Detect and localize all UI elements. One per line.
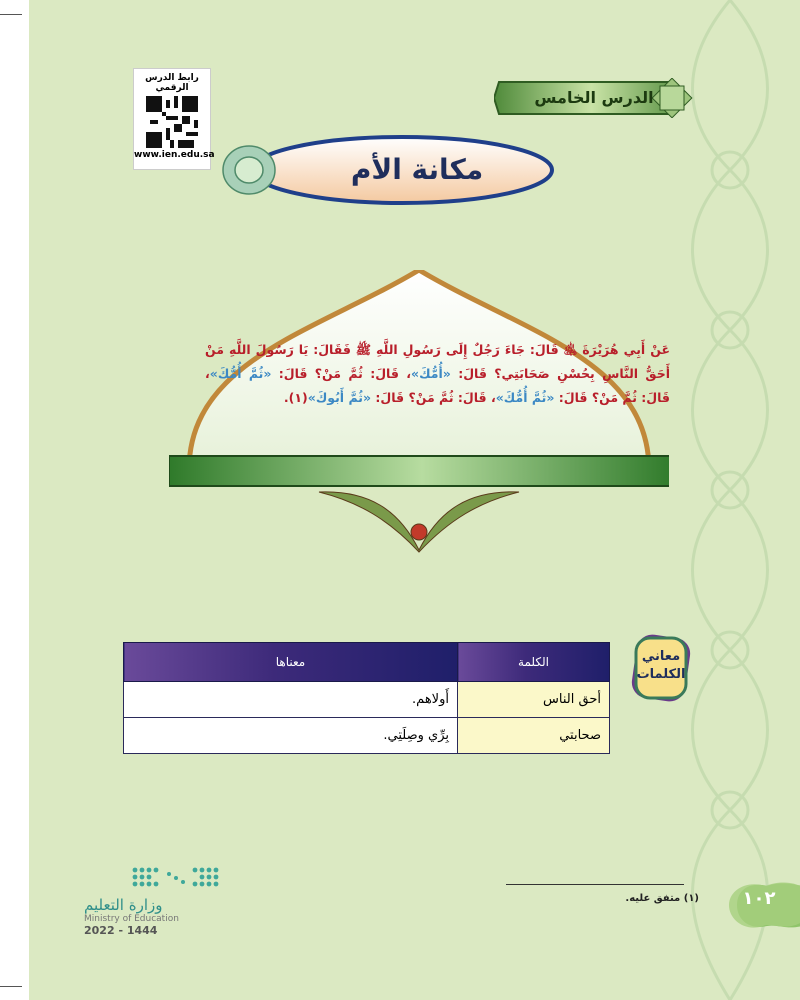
hadith-quote: «ثُمَّ أُمُّكَ» bbox=[209, 366, 272, 381]
crop-mark bbox=[0, 986, 22, 987]
vocab-table bbox=[123, 642, 610, 754]
textbook-page bbox=[29, 0, 800, 1000]
lesson-label: الدرس الخامس bbox=[534, 88, 654, 107]
word-cell: أحق الناس bbox=[458, 682, 610, 718]
table-header-meaning: معناها bbox=[124, 643, 458, 682]
hadith-quote: «ثُمَّ أَبُوكَ» bbox=[307, 390, 372, 405]
arabesque-pendant-icon bbox=[319, 492, 519, 552]
hadith-part: ، قَالَ: ثُمَّ مَنْ؟ قَالَ: bbox=[271, 366, 412, 381]
hadith-intro: عَنْ أَبِي هُرَيْرَةَ ﵁ قَالَ: جَاءَ رَجُلٌ إِلَى رَسُولِ اللَّهِ ﷺ فَقَالَ: يَا رَسُولَ اللَّهِ مَنْ أَحَقُّ النَّاسِ بِحُسْنِ صَحَابَتِي؟ قَالَ: bbox=[205, 342, 670, 381]
hadith-text bbox=[205, 338, 670, 410]
meaning-cell: أَولاهم. bbox=[124, 682, 458, 718]
table-header-word: الكلمة bbox=[458, 643, 610, 682]
table-row bbox=[124, 682, 610, 718]
ministry-dots-icon bbox=[129, 864, 229, 894]
ministry-name-en: Ministry of Education bbox=[84, 914, 179, 924]
hadith-part: ، قَالَ: ثُمَّ مَنْ؟ قَالَ: bbox=[371, 390, 496, 405]
footnote: (١) متفق عليه. bbox=[625, 893, 699, 904]
hadith-reference: (١). bbox=[283, 390, 308, 405]
hadith-panel bbox=[169, 270, 669, 560]
page-title: مكانة الأم bbox=[350, 153, 484, 186]
ministry-name-ar: وزارة التعليم bbox=[84, 896, 163, 914]
hadith-part: ، قَالَ: ثُمَّ مَنْ؟ قَالَ: bbox=[205, 366, 670, 405]
qr-code-card[interactable] bbox=[133, 68, 215, 170]
qr-code-icon bbox=[146, 96, 198, 148]
arabesque-ornament bbox=[660, 0, 800, 1000]
floral-ornament-icon bbox=[223, 146, 275, 194]
page-number: ١٠٢ bbox=[742, 888, 776, 909]
word-cell: صحابتي bbox=[458, 718, 610, 754]
badge-line: معاني bbox=[641, 649, 681, 664]
table-row bbox=[124, 718, 610, 754]
ministry-year: 2022 - 1444 bbox=[84, 924, 158, 937]
footnote-divider bbox=[506, 884, 684, 885]
vocab-badge-label bbox=[626, 648, 696, 684]
meaning-cell: بِرِّي وصِلَتِي. bbox=[124, 718, 458, 754]
crop-mark bbox=[0, 14, 22, 15]
hadith-quote: «ثُمَّ أُمُّكَ» bbox=[495, 390, 555, 405]
qr-label: رابط الدرس الرقمي bbox=[145, 73, 199, 93]
hadith-quote: «أُمُّكَ» bbox=[411, 366, 451, 381]
ministry-logo bbox=[84, 864, 224, 937]
qr-url: www.ien.edu.sa bbox=[134, 150, 215, 160]
badge-line: الكلمات bbox=[636, 667, 686, 682]
